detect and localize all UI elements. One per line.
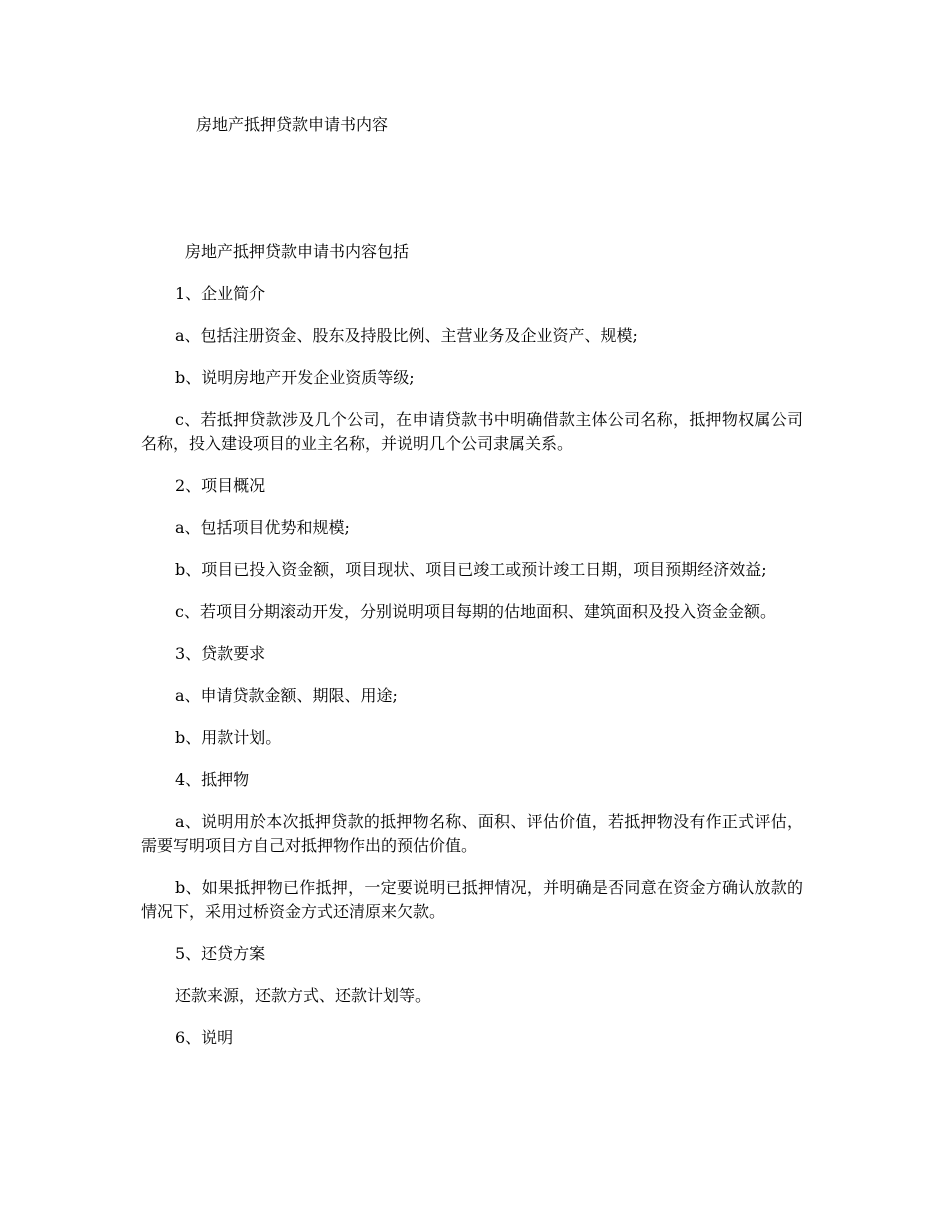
paragraph: a、包括项目优势和规模; <box>175 518 350 537</box>
paragraph: b、项目已投入资金额，项目现状、项目已竣工或预计竣工日期，项目预期经济效益; <box>175 560 767 579</box>
paragraph: b、用款计划。 <box>175 728 282 747</box>
document-title: 房地产抵押贷款申请书内容 <box>196 115 389 134</box>
paragraph: c、若抵押贷款涉及几个公司，在申请贷款书中明确借款主体公司名称，抵押物权属公司名称，投入建设项目的业主名称，并说明几个公司隶属关系。 <box>141 410 803 453</box>
section-heading-notes: 6、说明 <box>175 1028 234 1047</box>
section-heading-company: 1、企业简介 <box>175 284 266 303</box>
paragraph: a、包括注册资金、股东及持股比例、主营业务及企业资产、规模; <box>175 326 638 345</box>
section-heading-repayment: 5、还贷方案 <box>175 944 266 963</box>
paragraph: b、说明房地产开发企业资质等级; <box>175 368 415 387</box>
paragraph: a、申请贷款金额、期限、用途; <box>175 686 398 705</box>
paragraph: 还款来源，还款方式、还款计划等。 <box>175 986 432 1005</box>
paragraph: a、说明用於本次抵押贷款的抵押物名称、面积、评估价值，若抵押物没有作正式评估，需要写明项目方自己对抵押物作出的预估价值。 <box>141 812 803 855</box>
section-heading-collateral: 4、抵押物 <box>175 770 250 789</box>
paragraph: c、若项目分期滚动开发，分别说明项目每期的估地面积、建筑面积及投入资金金额。 <box>175 602 776 621</box>
paragraph-intro: 房地产抵押贷款申请书内容包括 <box>185 242 410 261</box>
document-body <box>141 240 803 1068</box>
paragraph: b、如果抵押物已作抵押，一定要说明已抵押情况，并明确是否同意在资金方确认放款的情况下，采用过桥资金方式还清原来欠款。 <box>141 878 803 921</box>
section-heading-project: 2、项目概况 <box>175 476 266 495</box>
section-heading-loan: 3、贷款要求 <box>175 644 266 663</box>
